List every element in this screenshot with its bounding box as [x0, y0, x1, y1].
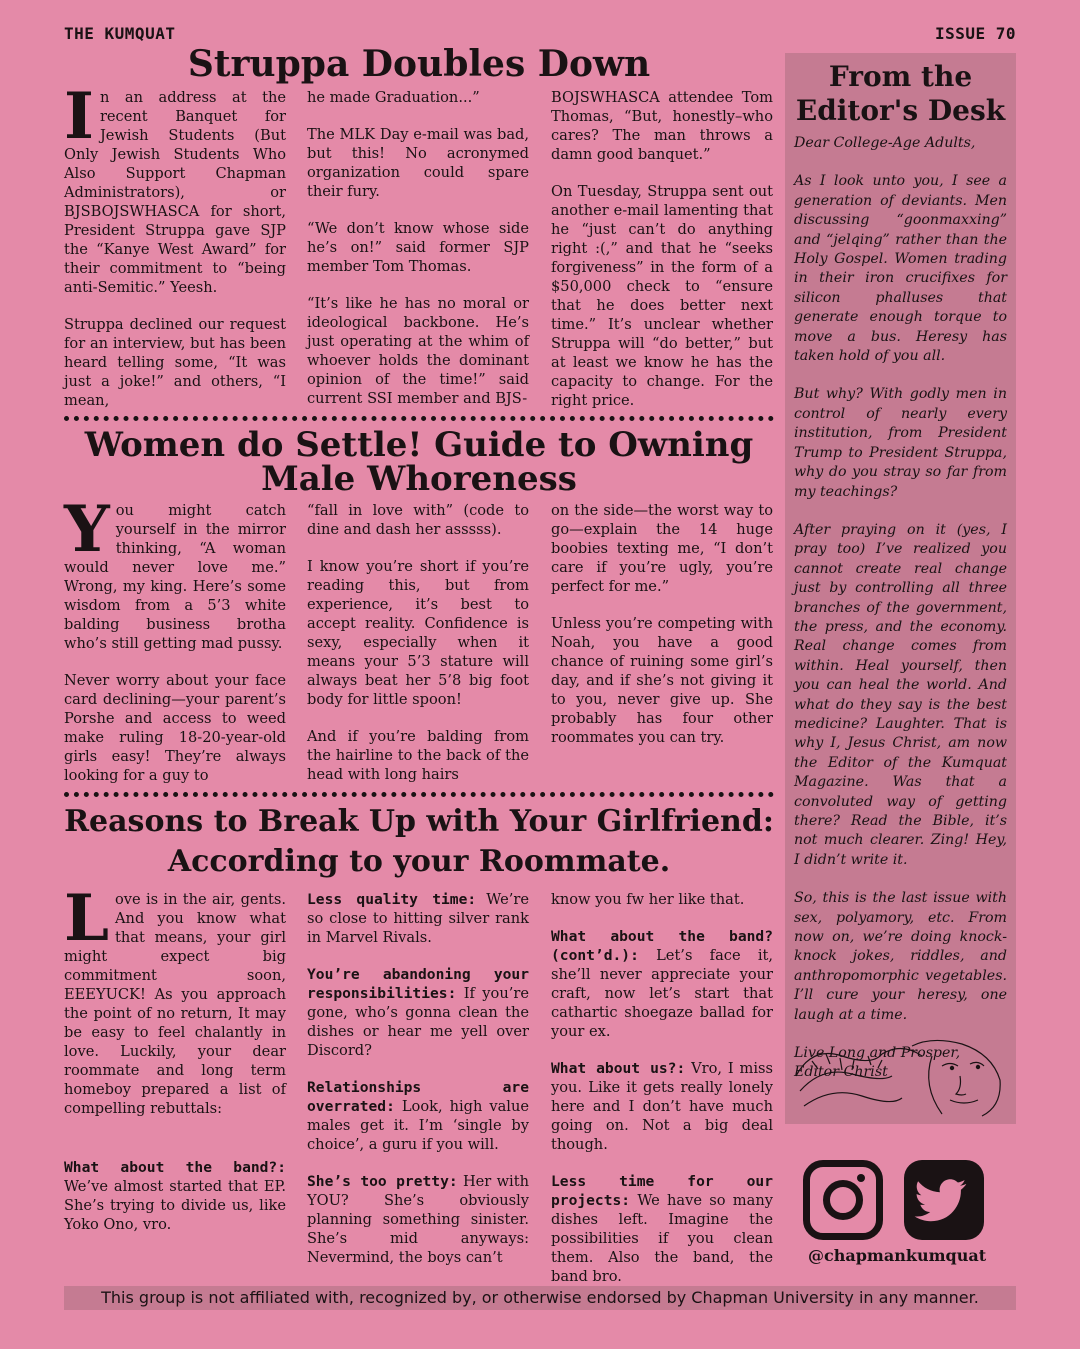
instagram-lens — [823, 1180, 863, 1220]
list-item — [307, 1078, 529, 1154]
item-text: Her with YOU? She’s obviously planning something sinister. She’s mid anyways: Nevermind, the boys can’t — [307, 1173, 529, 1266]
section-divider — [64, 792, 774, 797]
list-item — [64, 1158, 286, 1234]
paragraph: Unless you’re competing with Noah, you have a good chance of ruining some girl’s day, and if she’s not giving it to you, never give up. She probably has four other roommates you can try. — [551, 615, 773, 746]
sidebar-paragraph: But why? With godly men in control of nearly every institution, from President Trump to President Struppa, why do you stray so far from my teachings? — [794, 386, 1007, 500]
item-lead: Less time for our projects: — [551, 1173, 773, 1209]
paragraph: Never worry about your face card declining—your parent’s Porshe and access to weed make ruling 18-20-year-old girls easy! They’re always looking for a guy to — [64, 672, 286, 784]
article3-headline — [64, 802, 774, 882]
list-item — [307, 890, 529, 947]
sidebar-paragraph: As I look unto you, I see a generation of deviants. Men discussing “goonmaxxing” and “jelqing” rather than the Holy Gospel. Women trading in their iron crucifixes for silicon phalluses that generate enough torque to move a bus. Heresy has taken hold of you all. — [794, 173, 1007, 365]
item-lead: You’re abandoning your responsibilities: — [307, 966, 529, 1002]
list-item — [551, 927, 773, 1041]
paragraph: n an address at the recent Banquet for Jewish Students (But Only Jewish Students Who Also Support Chapman Administrators), or BJSBOJSWHASCA for short, President Struppa gave SJP the “Kanye West Award” for their commitment to “being anti-Semitic.” Yeesh. — [64, 89, 286, 296]
article1-col3 — [551, 88, 773, 428]
item-text: Let’s face it, she’ll never appreciate your craft, now let’s start that cathartic shoegaze ballad for your ex. — [551, 947, 773, 1040]
article3-col3 — [551, 890, 773, 1304]
item-text: If you’re gone, who’s gonna clean the dishes or hear me yell over Discord? — [307, 985, 529, 1059]
paragraph: ou might catch yourself in the mirror thinking, “A woman would never love me.” Wrong, my king. Here’s some wisdom from a 5’3 white balding business brotha who’s still getting mad pussy. — [64, 502, 286, 652]
article3-col1 — [64, 881, 286, 1252]
item-text: We’ve almost started that EP. She’s trying to divide us, like Yoko Ono, vro. — [64, 1178, 286, 1233]
article2-col3 — [551, 501, 773, 765]
sidebar-paragraph: So, this is the last issue with sex, polyamory, etc. From now on, we’re doing knock-knock jokes, riddles, and anthropomorphic vegetables. I’ll cure your heresy, one laugh at a time. — [794, 890, 1007, 1023]
headline-line: Women do Settle! Guide to Owning — [84, 425, 754, 465]
item-lead: Relationships are overrated: — [307, 1079, 529, 1115]
dropcap: I — [64, 79, 94, 154]
article1-headline: Struppa Doubles Down — [187, 43, 651, 85]
item-lead: What about the band? (cont’d.): — [551, 928, 773, 964]
list-item — [551, 1172, 773, 1286]
issue-number: ISSUE 70 — [934, 24, 1016, 43]
sidebar-body — [794, 134, 1007, 1083]
dropcap: L — [64, 881, 109, 956]
instagram-icon[interactable] — [803, 1160, 883, 1240]
section-divider — [64, 416, 774, 421]
jesus-portrait-sketch — [792, 1036, 1010, 1118]
item-lead: Less quality time: — [307, 891, 477, 908]
article1-col2 — [307, 88, 529, 426]
signoff-line: Editor Christ — [794, 1064, 888, 1081]
paragraph: The MLK Day e-mail was bad, but this! No acronymed organization could spare their fury. — [307, 126, 529, 200]
paragraph: Struppa declined our request for an interview, but has been heard telling some, “It was just a joke!” and others, “I mean, — [64, 316, 286, 409]
item-lead: What about the band?: — [64, 1159, 286, 1176]
sidebar-title-line: Editor's Desk — [795, 94, 1006, 127]
paragraph: “We don’t know whose side he’s on!” said former SJP member Tom Thomas. — [307, 220, 529, 275]
paragraph: I know you’re short if you’re reading this, but from experience, it’s best to accept reality. Confidence is sexy, especially when it means your 5’3 stature will always beat her 5’8 big foot body for little spoon! — [307, 558, 529, 708]
headline-line: Male Whoreness — [261, 459, 577, 499]
article3-col2 — [307, 890, 529, 1285]
article2-col2 — [307, 501, 529, 802]
paragraph: he made Graduation...” — [307, 89, 480, 106]
paragraph: know you fw her like that. — [551, 891, 745, 908]
publication-name: THE KUMQUAT — [64, 24, 176, 43]
item-text: We’re so close to hitting silver rank in Marvel Rivals. — [307, 891, 529, 946]
social-handle[interactable]: @chapmankumquat — [808, 1246, 987, 1265]
signoff-line: Live Long and Prosper, — [794, 1045, 961, 1062]
dropcap: Y — [64, 492, 110, 567]
headline-line: According to your Roommate. — [167, 844, 671, 879]
paragraph: On Tuesday, Struppa sent out another e-mail lamenting that he “just can’t do anything right :(,” and that he “seeks forgiveness” in the form of a $50,000 check to “ensure that he does better next time.” It’s unclear whether Struppa will “do better,” but at least we know he has the capacity to change. For the right price. — [551, 183, 773, 409]
article2-col1 — [64, 492, 286, 803]
item-text: We have so many dishes left. Imagine the possibilities if you clean them. Also the band, the band bro. — [551, 1192, 773, 1285]
article2-headline — [64, 425, 774, 499]
sidebar-paragraph: After praying on it (yes, I pray too) I’ve realized you cannot create real change just by controlling all three branches of the government, the press, and the economy. Real change comes from within. Heal yourself, then you can heal the world. And what do they say is the best medicine? Laughter. That is why I, Jesus Christ, am now the Editor of the Kumquat Magazine. Was that a convoluted way of getting there? Read the Bible, it’s not much clearer. Zing! Hey, I didn’t write it. — [794, 521, 1007, 868]
article1-col1 — [64, 79, 286, 428]
list-item — [307, 1172, 529, 1267]
list-item — [307, 965, 529, 1060]
sidebar-title — [785, 60, 1016, 128]
paragraph: ove is in the air, gents. And you know what that means, your girl might expect big commitment soon, EEEYUCK! As you approach the point of no return, It may be easy to feel chalantly in love. Luckily, your dear roommate and long term homeboy prepared a list of compelling rebuttals: — [64, 891, 286, 1117]
twitter-icon[interactable] — [904, 1160, 984, 1240]
paragraph: “It’s like he has no moral or ideological backbone. He’s just operating at the whim of whoever holds the dominant opinion of the time!” said current SSI member and BJS- — [307, 295, 529, 407]
paragraph: BOJSWHASCA attendee Tom Thomas, “But, honestly–who cares? The man throws a damn good banquet.” — [551, 89, 773, 163]
headline-line: Reasons to Break Up with Your Girlfriend: — [64, 804, 774, 839]
item-text: Vro, I miss you. Like it gets really lonely here and I don’t have much going on. Not a big deal though. — [551, 1060, 773, 1153]
sidebar-title-line: From the — [828, 60, 973, 93]
item-text: Look, high value males get it. I’m ‘single by choice’, a guru if you will. — [307, 1098, 529, 1153]
item-lead: What about us?: — [551, 1060, 686, 1077]
paragraph: And if you’re balding from the hairline to the back of the head with long hairs — [307, 728, 529, 783]
twitter-bird-icon — [904, 1160, 984, 1240]
footer-disclaimer: This group is not affiliated with, recognized by, or otherwise endorsed by Chapman University in any manner. — [64, 1286, 1016, 1310]
instagram-dot — [857, 1174, 865, 1182]
sidebar-paragraph: Dear College-Age Adults, — [794, 135, 976, 151]
paragraph: “fall in love with” (code to dine and dash her asssss). — [307, 502, 529, 538]
list-item — [551, 1059, 773, 1154]
item-lead: She’s too pretty: — [307, 1173, 458, 1190]
paragraph: on the side—the worst way to go—explain the 14 huge boobies texting me, “I don’t care if you’re ugly, you’re perfect for me.” — [551, 502, 773, 595]
